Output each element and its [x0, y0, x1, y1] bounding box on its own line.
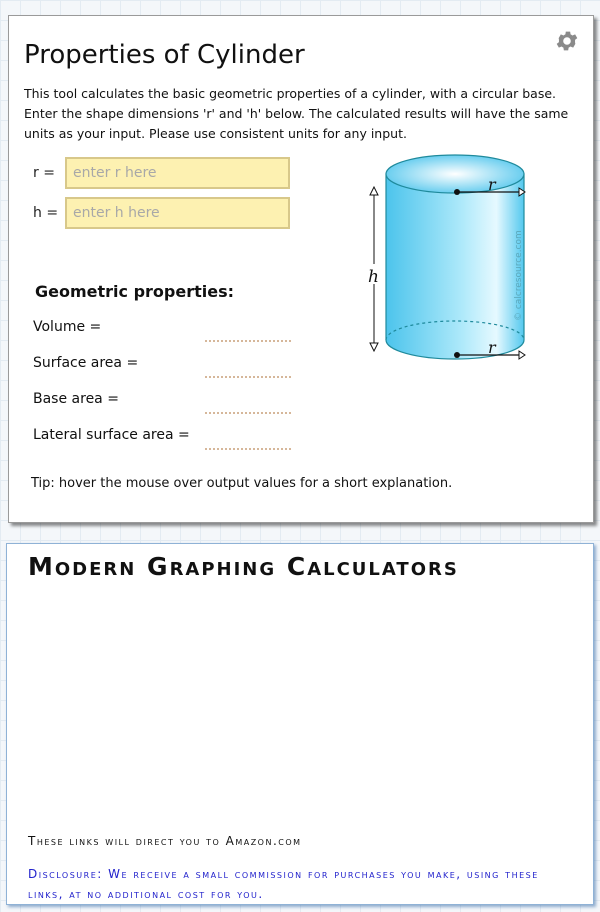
gear-icon[interactable]: [554, 28, 580, 54]
surface-area-label: Surface area =: [33, 355, 139, 371]
tip-text: Tip: hover the mouse over output values for a short explanation.: [31, 476, 453, 491]
calculator-panel: [8, 15, 594, 523]
volume-value[interactable]: [205, 326, 291, 342]
amazon-note: These links will direct you to Amazon.com: [28, 834, 302, 848]
volume-label: Volume =: [33, 319, 102, 335]
properties-heading: Geometric properties:: [35, 282, 235, 301]
tool-description: This tool calculates the basic geometric properties of a cylinder, with a circular base. Enter the shape dimensions 'r' and 'h' below. The calculated results will have the same units as your input. Please use consistent units for any input.: [24, 86, 569, 141]
page-title: Properties of Cylinder: [24, 40, 305, 70]
height-arrow-bottom: [370, 343, 378, 351]
watermark: © calcresource.com: [514, 230, 524, 321]
base-area-label: Base area =: [33, 391, 119, 407]
h-label-diagram: h: [368, 267, 379, 287]
amazon-panel: [6, 543, 594, 905]
h-label: h =: [33, 205, 59, 221]
bottom-r-label: r: [488, 338, 496, 357]
lateral-surface-area-value[interactable]: [205, 434, 291, 450]
bottom-radius-arrow: [519, 351, 525, 359]
amazon-disclosure[interactable]: Disclosure: We receive a small commission for purchases you make, using these links, at no additional cost for you.: [28, 867, 539, 901]
height-arrow-top: [370, 187, 378, 195]
cylinder-body: [386, 174, 524, 359]
cylinder-diagram: [349, 151, 549, 371]
surface-area-value[interactable]: [205, 362, 291, 378]
h-input[interactable]: [65, 197, 290, 229]
lateral-surface-area-label: Lateral surface area =: [33, 427, 190, 443]
cylinder-top: [386, 155, 524, 193]
r-label: r =: [33, 165, 55, 181]
base-area-value[interactable]: [205, 398, 291, 414]
amazon-title: Modern Graphing Calculators: [28, 552, 459, 581]
r-input[interactable]: [65, 157, 290, 189]
top-r-label: r: [488, 175, 496, 194]
